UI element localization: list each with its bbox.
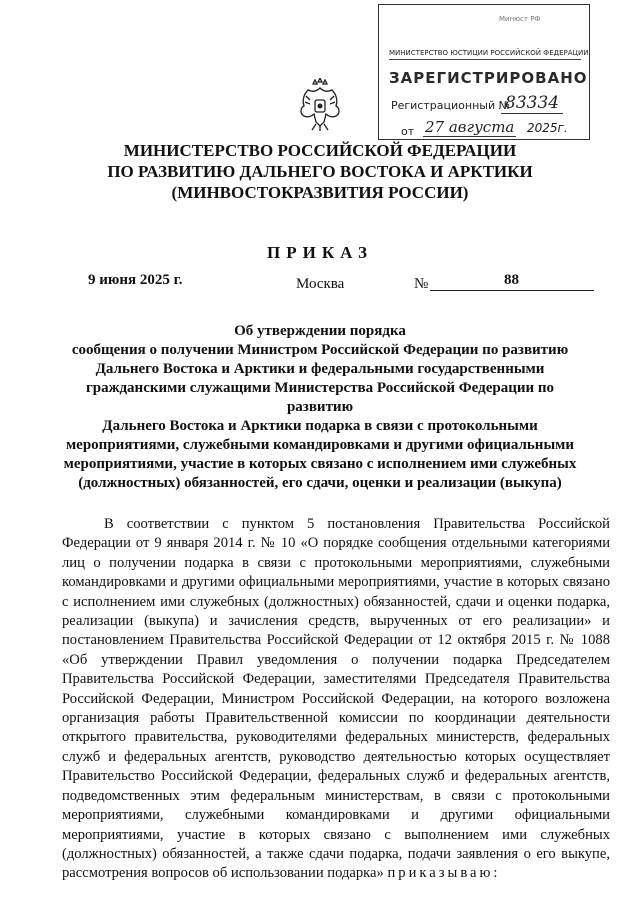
stamp-top-note: Минюст РФ: [499, 15, 541, 23]
order-date: 9 июня 2025 г.: [88, 272, 183, 288]
order-city: Москва: [296, 276, 345, 292]
heading-line: Об утверждении порядка: [234, 323, 406, 339]
heading-line: (должностных) обязанностей, его сдачи, оценки и реализации (выкупа): [78, 475, 562, 491]
body-text: В соответствии с пунктом 5 постановления Правительства Российской Федерации от 9 января 2014 г. № 10 «О порядке сообщения отдельными категориями лиц о получении подарка в связи с протокольными мероприятиями, служебными командировками и другими официальными мероприятиями, участие в которых связано с исполнением ими служебных (должностных) обязанностей, сдачи и оценки подарка, реализации (выкупа) и зачисления средств, вырученных от его реализации» и постановлением Правительства Российской Федерации от 12 октября 2015 г. № 1088 «Об утверждении Правил уведомления о получении подарка Председателем Правительства Российской Федерации, заместителями Председателя Правительства Российской Федерации, Министром Российской Федерации, на которого возложена организация работы Правительственной комиссии по координации деятельности открытого правительства, руководителями федеральных министерств, федеральных служб и федеральных агентств, руководство деятельностью которых осуществляет Правительство Российской Федерации, федеральных служб и федеральных агентств, подведомственных этим федеральным министерствам, в связи с протокольными мероприятиями, служебными командировками и другими официальными мероприятиями, участие в которых связано с выполнением ими служебных (должностных) обязанностей, а также сдачи подарка, подачи заявления о его выкупе, рассмотрения вопросов об использовании подарка»: [62, 516, 610, 882]
ministry-line: ПО РАЗВИТИЮ ДАЛЬНЕГО ВОСТОКА И АРКТИКИ: [107, 162, 533, 181]
ministry-line: (МИНВОСТОКРАЗВИТИЯ РОССИИ): [171, 183, 469, 202]
order-closing: приказываю:: [387, 865, 501, 882]
stamp-reg-no-label: Регистрационный №: [391, 99, 511, 112]
ministry-name: [60, 140, 580, 203]
heading-line: сообщения о получении Министром Российской Федерации по развитию: [71, 342, 569, 358]
stamp-registered: ЗАРЕГИСТРИРОВАНО: [389, 69, 588, 87]
order-number: 88: [504, 272, 519, 288]
registration-stamp: [378, 4, 590, 140]
order-title: ПРИКАЗ: [267, 243, 373, 262]
stamp-year: 2025г.: [527, 121, 568, 135]
order-number-line: [430, 290, 594, 291]
coat-of-arms-icon: [296, 78, 344, 132]
order-heading: [60, 322, 580, 493]
stamp-ministry: МИНИСТЕРСТВО ЮСТИЦИИ РОССИЙСКОЙ ФЕДЕРАЦИИ: [389, 49, 581, 60]
heading-line: Дальнего Востока и Арктики и федеральными государственными: [95, 361, 545, 377]
stamp-from-label: от: [401, 125, 415, 138]
order-number-sign: №: [414, 276, 429, 292]
heading-line: Дальнего Востока и Арктики подарка в связи с протокольными: [102, 418, 538, 434]
body-paragraph: [62, 515, 610, 884]
heading-line: мероприятиями, служебными командировками и другими официальными: [65, 437, 575, 453]
heading-line: мероприятиями, участие в которых связано с исполнением ими служебных: [63, 456, 577, 472]
stamp-date: 27 августа: [425, 118, 515, 136]
ministry-line: МИНИСТЕРСТВО РОССИЙСКОЙ ФЕДЕРАЦИИ: [123, 141, 517, 160]
heading-line: гражданскими служащими Министерства Российской Федерации по развитию: [85, 380, 555, 415]
stamp-reg-no: 83334: [501, 93, 563, 114]
